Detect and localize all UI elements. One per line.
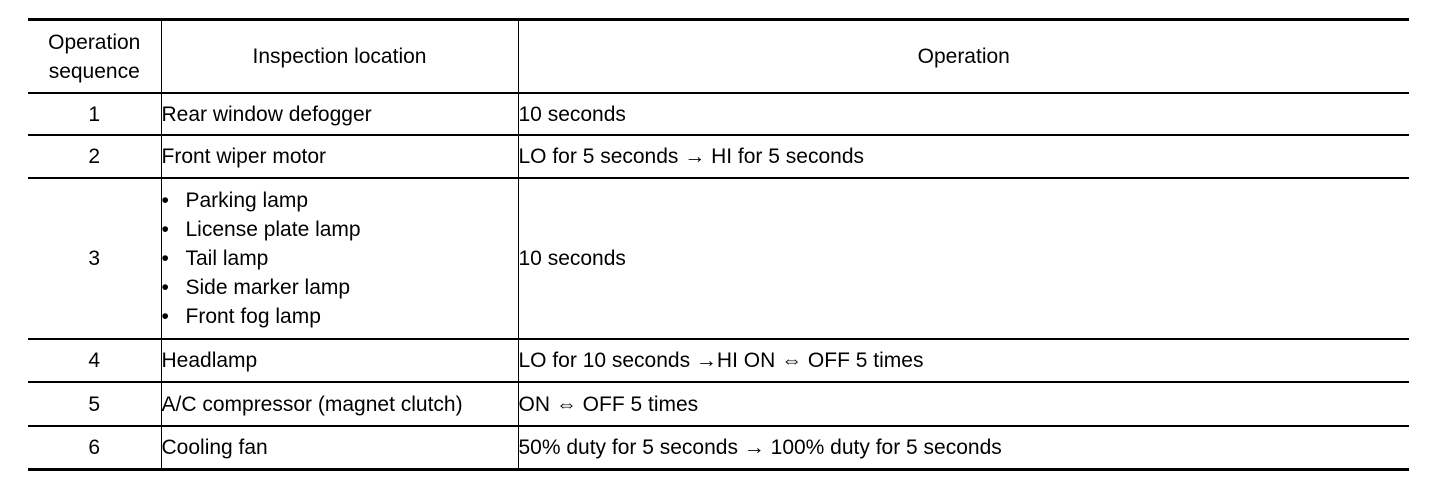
table-row bbox=[28, 178, 1409, 339]
header-inspection-location: Inspection location bbox=[161, 20, 518, 94]
bullet: • bbox=[161, 189, 169, 212]
table-row bbox=[28, 426, 1409, 470]
sequence-cell: 6 bbox=[28, 426, 161, 470]
sequence-cell: 5 bbox=[28, 382, 161, 426]
header-operation-sequence bbox=[28, 20, 161, 94]
header-operation: Operation bbox=[518, 20, 1409, 94]
header-seq-line1: Operation bbox=[48, 30, 141, 54]
table-row bbox=[28, 339, 1409, 382]
lamp-label: Side marker lamp bbox=[185, 276, 351, 299]
header-seq-line2: sequence bbox=[48, 59, 140, 83]
table-row bbox=[28, 382, 1409, 426]
location-cell: Rear window defogger bbox=[161, 93, 518, 135]
lamp-label: Tail lamp bbox=[185, 247, 269, 270]
sequence-cell: 3 bbox=[28, 178, 161, 339]
bullet: • bbox=[161, 218, 169, 241]
lamp-label: Parking lamp bbox=[185, 189, 309, 212]
operation-cell: 10 seconds bbox=[518, 93, 1409, 135]
operation-cell: 50% duty for 5 seconds → 100% duty for 5 seconds bbox=[518, 426, 1409, 470]
location-cell: Front wiper motor bbox=[161, 135, 518, 178]
operation-cell: ON ⇔ OFF 5 times bbox=[518, 382, 1409, 426]
list-item bbox=[162, 244, 518, 273]
sequence-cell: 1 bbox=[28, 93, 161, 135]
sequence-cell: 2 bbox=[28, 135, 161, 178]
list-item bbox=[162, 215, 518, 244]
sequence-cell: 4 bbox=[28, 339, 161, 382]
inspection-table bbox=[28, 18, 1409, 471]
operation-cell: LO for 5 seconds → HI for 5 seconds bbox=[518, 135, 1409, 178]
location-cell: A/C compressor (magnet clutch) bbox=[161, 382, 518, 426]
list-item bbox=[162, 302, 518, 331]
operation-cell: 10 seconds bbox=[518, 178, 1409, 339]
location-cell bbox=[161, 178, 518, 339]
table-row bbox=[28, 135, 1409, 178]
list-item bbox=[162, 273, 518, 302]
bullet: • bbox=[161, 276, 169, 299]
operation-cell: LO for 10 seconds →HI ON ⇔ OFF 5 times bbox=[518, 339, 1409, 382]
table-row bbox=[28, 93, 1409, 135]
location-cell: Headlamp bbox=[161, 339, 518, 382]
list-item bbox=[162, 186, 518, 215]
lamp-label: Front fog lamp bbox=[185, 305, 321, 328]
bullet: • bbox=[161, 247, 169, 270]
location-cell: Cooling fan bbox=[161, 426, 518, 470]
header-row bbox=[28, 20, 1409, 94]
table-header bbox=[28, 20, 1409, 94]
lamp-label: License plate lamp bbox=[185, 218, 361, 241]
bullet: • bbox=[161, 305, 169, 328]
lamp-list bbox=[162, 186, 518, 331]
table-body bbox=[28, 93, 1409, 470]
